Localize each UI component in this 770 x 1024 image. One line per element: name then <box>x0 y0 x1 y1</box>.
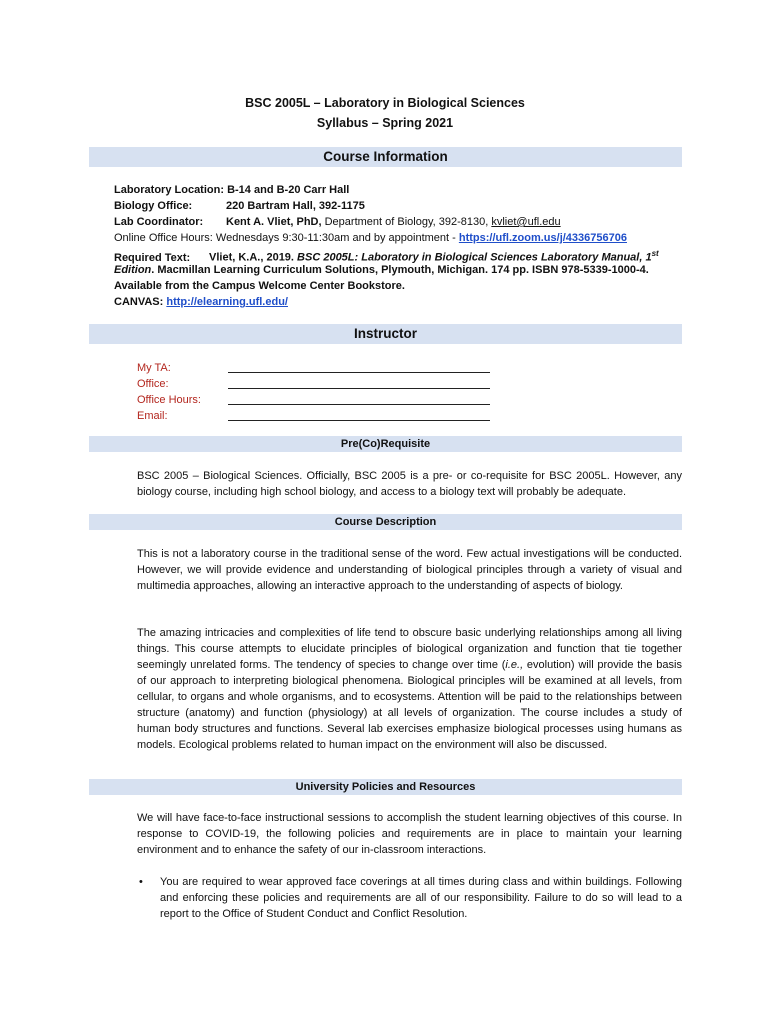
policy-bullet-face-coverings: You are required to wear approved face coverings at all times during class and within buildings. Following and enforcing these policies and requirements are all of our responsibility. Failure to do so will lead to a report to the Office of Student Conduct and Conflict Resolution. <box>160 876 682 920</box>
description-paragraph-2-part-2: evolution) will provide the basis of our approach to interpreting biological phenomena. Biological principles will be examined at all levels, from cellular, to organs and whole organisms, and to ecosystems. Attention will be paid to the relationships between structure (anatomy) and function (physiology) at all levels of organization. The course includes a study of human body structures and functions. Several lab exercises emphasize biological processes using humans as models. Ecological problems related to human impact on the environment will also be discussed. <box>137 659 682 751</box>
ta-office-hours-label: Office Hours: <box>137 394 201 406</box>
canvas-label: CANVAS: <box>114 296 167 308</box>
description-ie: i.e., <box>505 659 524 671</box>
biology-office-value: 220 Bartram Hall, 392-1175 <box>226 200 365 212</box>
document-subtitle: Syllabus – Spring 2021 <box>316 116 454 130</box>
required-text-title: BSC 2005L: Laboratory in Biological Sciences Laboratory Manual, 1 <box>297 251 652 264</box>
required-text-label: Required Text: <box>114 251 191 264</box>
description-paragraph-2-part-1: The amazing intricacies and complexities of life tend to obscure basic underlying relationships among all living things. This course attempts to elucidate principles of biological organization and function that tie together seemingly unrelated forms. The tendency of species to change over time ( <box>137 627 682 671</box>
section-heading-course-description: Course Description <box>89 514 682 530</box>
required-text-author: Vliet, K.A., 2019. <box>209 251 298 264</box>
canvas-link[interactable]: http://elearning.ufl.edu/ <box>166 296 288 308</box>
ta-office-label: Office: <box>137 378 169 390</box>
lab-coordinator-department: Department of Biology, 392-8130, <box>321 216 492 228</box>
coordinator-email-link[interactable]: kvliet@ufl.edu <box>491 216 561 228</box>
ta-label: My TA: <box>137 362 171 374</box>
bullet-marker: • <box>139 876 143 888</box>
online-office-hours-text: Online Office Hours: Wednesdays 9:30-11:30am and by appointment - <box>114 232 459 244</box>
section-heading-course-information: Course Information <box>89 147 682 167</box>
required-text-edition-superscript: st <box>651 249 659 258</box>
section-heading-university-policies: University Policies and Resources <box>89 779 682 795</box>
lab-coordinator-name: Kent A. Vliet, PhD, <box>226 216 322 228</box>
description-paragraph-2 <box>137 625 682 753</box>
online-office-hours-line <box>114 230 627 246</box>
policies-intro: We will have face-to-face instructional sessions to accomplish the student learning objectives of this course. In response to COVID-19, the following policies and requirements are in place to maintain your learning environment and to enhance the safety of our in-classroom interactions. <box>137 812 682 856</box>
lab-coordinator-label: Lab Coordinator: <box>114 216 204 228</box>
lab-coordinator-line <box>114 214 561 230</box>
biology-office-line <box>114 198 365 214</box>
document-title: BSC 2005L – Laboratory in Biological Sciences <box>245 96 525 110</box>
prerequisite-text: BSC 2005 – Biological Sciences. Officially, BSC 2005 is a pre- or co-requisite for BSC 2005L. However, any biology course, including high school biology, and access to a biology text will probably be adequate. <box>137 470 682 498</box>
zoom-link[interactable]: https://ufl.zoom.us/j/4336756706 <box>458 232 627 244</box>
ta-office-hours-blank[interactable] <box>228 394 490 405</box>
canvas-line <box>114 294 288 310</box>
ta-email-label: Email: <box>137 410 168 422</box>
ta-name-blank[interactable] <box>228 362 490 373</box>
publisher-info: . Macmillan Learning Curriculum Solutions, Plymouth, Michigan. 174 pp. ISBN 978-5339-1000-4. <box>151 264 649 276</box>
section-heading-instructor: Instructor <box>89 324 682 344</box>
edition-word: Edition <box>114 264 152 276</box>
description-paragraph-1: This is not a laboratory course in the traditional sense of the word. Few actual investigations will be conducted. However, we will provide evidence and understanding of biological principles through a variety of visual and multimedia approaches, allowing an interactive approach to the understanding of aspects of biology. <box>137 548 682 592</box>
section-heading-prerequisite: Pre(Co)Requisite <box>89 436 682 452</box>
lab-location-label: Laboratory Location: <box>114 184 225 196</box>
lab-location-value: B-14 and B-20 Carr Hall <box>227 184 350 196</box>
biology-office-label: Biology Office: <box>114 200 193 212</box>
lab-location-line <box>114 182 349 198</box>
ta-office-blank[interactable] <box>228 378 490 389</box>
ta-email-blank[interactable] <box>228 410 490 421</box>
edition-publisher-line <box>114 262 649 278</box>
bookstore-note: Available from the Campus Welcome Center Bookstore. <box>114 280 405 292</box>
